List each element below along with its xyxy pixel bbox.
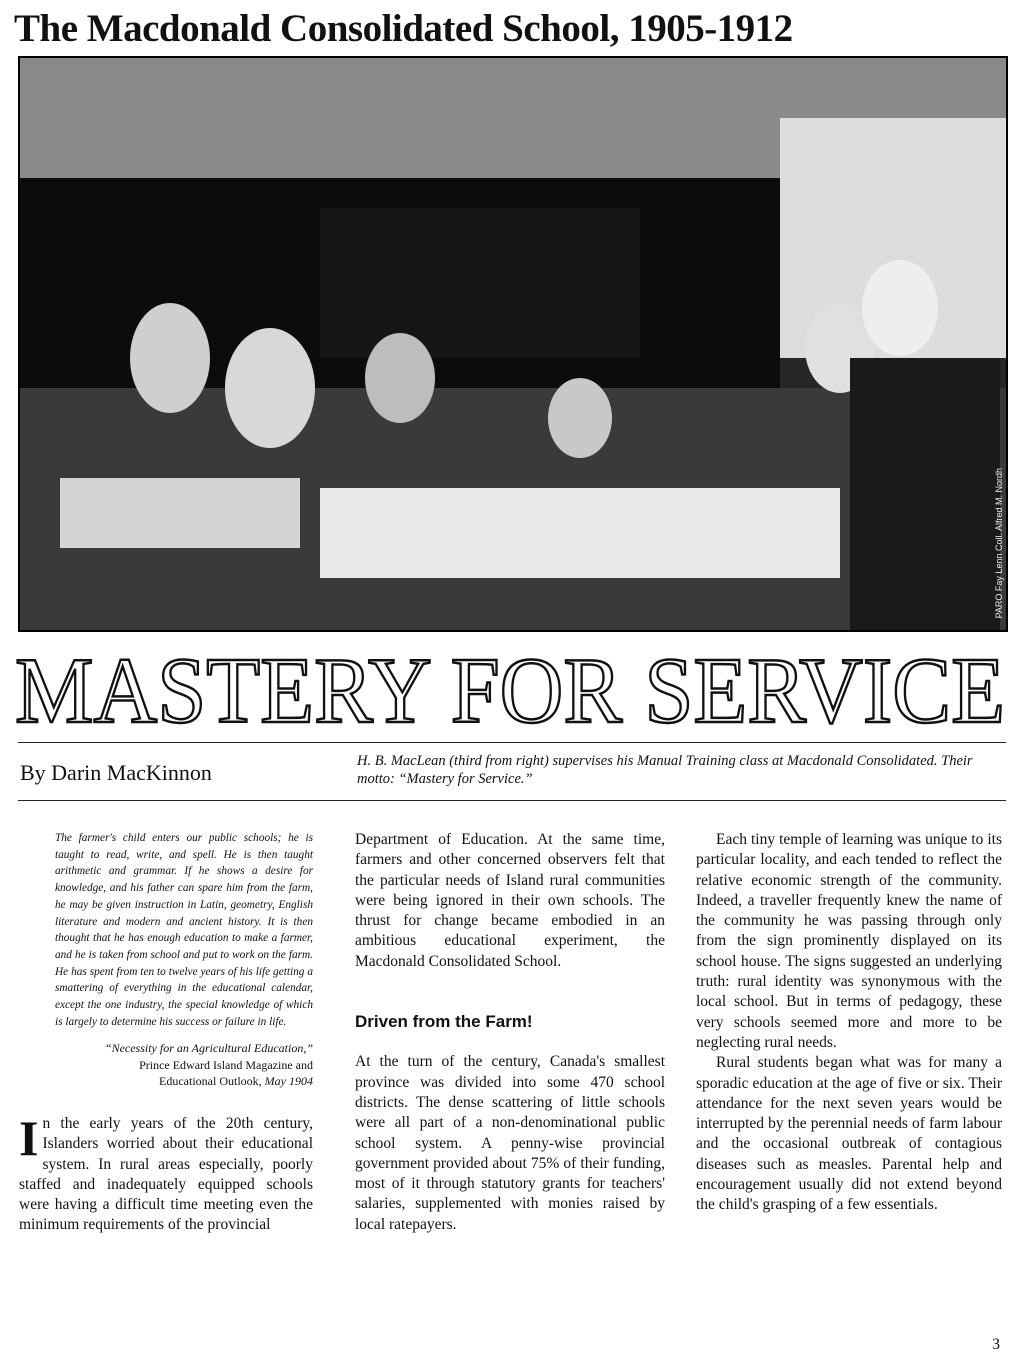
drop-cap: I bbox=[19, 1109, 39, 1166]
source-title: “Necessity for an Agricultural Education,” bbox=[104, 1041, 313, 1056]
source-publication: Prince Edward Island Magazine and bbox=[139, 1057, 313, 1072]
epigraph-quote: The farmer's child enters our public schools; he is taught to read, write, and spell. He is then taught arithmetic and grammar. If he shows a desire for knowledge, and his father can spare him from the farm, he may be given instruction in Latin, geometry, English literature and modern and ancient history. It is then thought that he has enough education to make a farmer, and he is taken from school and put to work on the farm. He has spent from ten to twelve years of his life getting a smattering of everything in the educational calendar, except the one industry, the special knowledge of which is largely to determine his success or failure in life. bbox=[55, 832, 313, 1028]
paragraph-1 bbox=[19, 1109, 313, 1236]
photo-caption: H. B. MacLean (third from right) supervises his Manual Training class at Macdonald Consolidated. Their motto: “Mastery for Service.” bbox=[357, 753, 973, 787]
top-rule bbox=[18, 742, 1006, 743]
section-heading: Driven from the Farm! bbox=[355, 1012, 533, 1032]
paragraph-1-continued: Department of Education. At the same time, farmers and other concerned observers felt that the particular needs of Island rural communities were being ignored in their own schools. The thrust for change became embodied in an ambitious educational experiment, the Macdonald Consolidated School. bbox=[355, 831, 665, 970]
paragraph-2: At the turn of the century, Canada's smallest province was divided into some 470 school districts. The dense scattering of little schools were all part of a non-denominational public school system. A penny-wise provincial government provided about 75% of their funding, most of it through statutory grants for teachers' salaries, supplemented with monies raised by local ratepayers. bbox=[355, 1053, 665, 1233]
byline: By Darin MacKinnon bbox=[20, 760, 212, 785]
paragraph-1-text: n the early years of the 20th century, Islanders worried about their educational system. In rural areas especially, poorly staffed and inadequately equipped schools were having a difficult time meeting even the minimum requirements of the provincial bbox=[19, 1114, 313, 1234]
column-2 bbox=[355, 830, 665, 1235]
banner-text: MASTERY FOR SERVICE bbox=[15, 639, 1005, 738]
paragraph-3: Each tiny temple of learning was unique to its particular locality, and each tended to reflect the relative economic strength of the community. Indeed, a traveller frequently knew the name of the community he was passing through only from the sign prominently displayed on its school house. The signs suggested an underlying truth: rural identity was synonymous with the local school. But in terms of pedagogy, these very schools seemed more and more to be neglecting rural needs. bbox=[696, 831, 1002, 1051]
source-publication-2: Educational Outlook, bbox=[159, 1074, 262, 1089]
photo-illustration bbox=[20, 58, 1006, 630]
photo-credit: PARO Fay Lenn Coll. Alfred M. Nordh bbox=[994, 468, 1004, 619]
column-1 bbox=[19, 830, 313, 1236]
column-3 bbox=[696, 830, 1002, 1216]
classroom-photo bbox=[18, 56, 1008, 632]
page-number: 3 bbox=[992, 1336, 1000, 1353]
epigraph-attribution bbox=[55, 1040, 313, 1090]
mastery-for-service-banner bbox=[10, 638, 1010, 738]
bottom-rule bbox=[18, 800, 1006, 801]
paragraph-4: Rural students began what was for many a sporadic education at the age of five or six. Their attendance for the next seven years would be interrupted by the perennial needs of farm labour and the occasional outbreak of contagious diseases such as measles. Parental help and encouragement usually did not extend beyond the child's grasping of a few essentials. bbox=[696, 1054, 1002, 1214]
article-title: The Macdonald Consolidated School, 1905-1912 bbox=[14, 7, 793, 50]
source-date: May 1904 bbox=[264, 1074, 313, 1089]
